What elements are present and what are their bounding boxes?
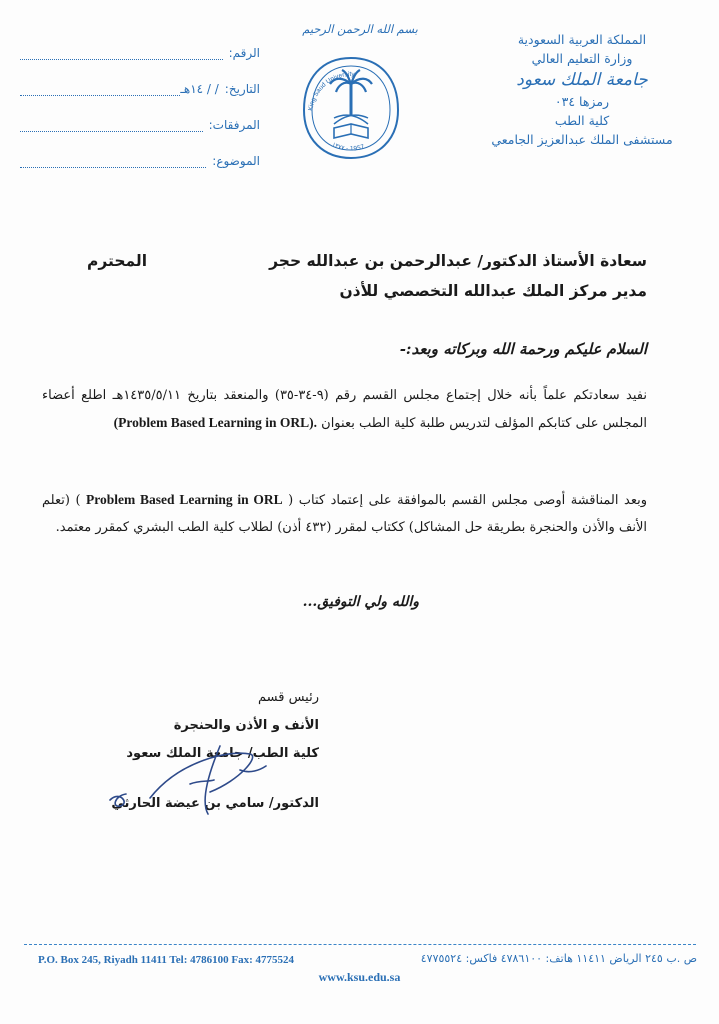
university-code: رمزها ٠٣٤ bbox=[554, 94, 610, 109]
ministry-name: وزارة التعليم العالي bbox=[531, 51, 633, 66]
letterhead-right bbox=[467, 30, 697, 149]
footer-website[interactable]: www.ksu.edu.sa bbox=[318, 970, 401, 984]
hospital-name: مستشفى الملك عبدالعزيز الجامعي bbox=[491, 132, 673, 147]
ksu-logo-icon bbox=[298, 54, 404, 162]
paragraph-2-book-title: Problem Based Learning in ORL bbox=[86, 492, 283, 507]
closing: والله ولي التوفيق... bbox=[302, 594, 419, 610]
date-label: التاريخ: bbox=[224, 82, 260, 96]
signer-title-3: كلية الطب/ جامعة الملك سعود bbox=[126, 746, 319, 761]
kingdom-name: المملكة العربية السعودية bbox=[517, 32, 647, 47]
attachments-dots bbox=[20, 117, 203, 132]
university-name: جامعة الملك سعود bbox=[516, 70, 648, 90]
date-dots bbox=[20, 81, 180, 96]
footer-divider bbox=[24, 944, 696, 945]
recipient-block bbox=[87, 246, 647, 306]
greeting: السلام عليكم ورحمة الله وبركاته وبعد:- bbox=[399, 340, 647, 358]
subject-label: الموضوع: bbox=[212, 154, 260, 168]
letterhead-left bbox=[20, 34, 260, 178]
paragraph-1 bbox=[42, 382, 647, 437]
handwritten-signature-icon bbox=[90, 740, 290, 820]
college-name: كلية الطب bbox=[554, 113, 610, 128]
recipient-line1: سعادة الأستاذ الدكتور/ عبدالرحمن بن عبدالله حجر bbox=[269, 252, 647, 270]
honorific: المحترم bbox=[87, 252, 148, 270]
number-dots bbox=[20, 45, 223, 60]
date-field bbox=[20, 70, 260, 96]
attachments-field bbox=[20, 106, 260, 132]
signer-name: الدكتور/ سامي بن عيضة الحارثي bbox=[111, 796, 319, 811]
subject-dots bbox=[20, 153, 206, 168]
signer-title-2: الأنف و الأذن والحنجرة bbox=[173, 718, 319, 733]
paragraph-2 bbox=[42, 486, 647, 541]
number-field bbox=[20, 34, 260, 60]
basmala: بسم الله الرحمن الرحيم bbox=[302, 22, 418, 36]
paragraph-1-text: نفيد سعادتكم علماً بأنه خلال إجتماع مجلس القسم رقم (٩-٣٤-٣٥) والمنعقد بتاريخ ١٤٣٥/٥/١١هـ اطلع أعضاء المجلس على كتابكم المؤلف لتدريس طلبة كلية الطب بعنوان bbox=[42, 388, 647, 431]
signer-title-1: رئيس قسم bbox=[258, 690, 319, 705]
recipient-line2: مدير مركز الملك عبدالله التخصصي للأذن bbox=[339, 282, 647, 300]
paragraph-2-text-b: ) (تعلم الأنف والأذن والحنجرة بطريقة حل المشاكل) ككتاب لمقرر (٤٣٢ أذن) لطلاب كلية الطب البشري كمقرر معتمد. bbox=[42, 493, 647, 535]
logo-year: ١٣٧٧ - 1957 bbox=[330, 141, 366, 153]
logo-text-en: King Saud University bbox=[307, 70, 355, 112]
paragraph-2-text-a: وبعد المناقشة أوصى مجلس القسم بالموافقة على إعتماد كتاب ( bbox=[288, 493, 647, 508]
date-value: / / ١٤هـ bbox=[180, 82, 219, 96]
paragraph-1-book-title: (Problem Based Learning in ORL). bbox=[113, 415, 317, 430]
footer-address-ar: ص .ب ٢٤٥ الرياض ١١٤١١ هاتف: ٤٧٨٦١٠٠ فاكس: ٤٧٧٥٥٢٤ bbox=[420, 952, 697, 965]
footer-address-en: P.O. Box 245, Riyadh 11411 Tel: 4786100 Fax: 4775524 bbox=[38, 954, 294, 966]
number-label: الرقم: bbox=[228, 46, 260, 60]
subject-field bbox=[20, 142, 260, 168]
attachments-label: المرفقات: bbox=[208, 118, 260, 132]
